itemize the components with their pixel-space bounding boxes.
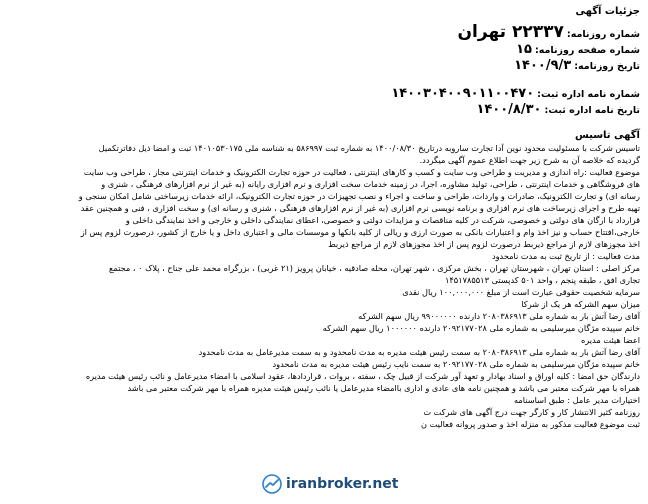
notice-line: روزنامه کثیر الانتشار کار و کارگر جهت درج آگهی های شرکت ت [423, 407, 640, 417]
notice-line: تاسیس شرکت با مسئولیت محدود نوین آدا تجارت ساروبه درتاریخ ۱۴۰۰/۰۸/۳۰ به شماره ثبت ۵۸۶۹۹۷ به شناسه ملی ۱۴۰۱۰۵۳۰۱۷۵ ثبت و امضا ذیل دفاترتکمیل [98, 143, 640, 153]
gazette-number-label: شماره روزنامه: [566, 29, 640, 40]
registry-letter-number-value: ۱۴۰۰۳۰۴۰۰۹۰۱۱۰۰۴۷۰ [391, 86, 535, 101]
gazette-date-label: تاریخ روزنامه: [574, 61, 640, 72]
notice-line: همراه با مهر شرکت معتبر می باشد و همچنین نامه های عادی و اداری باامضاء مدیرعامل یا نائب رئیس هیئت مدیره همراه با مهر شرکت معتبر می باشد [127, 383, 640, 393]
registry-letter-date-row [476, 102, 640, 118]
trend-chart-icon [262, 474, 282, 494]
notice-line: سرمایه شخصیت حقوقی عبارت است از مبلغ ۱۰۰,۰۰۰,۰۰۰ ریال نقدی [402, 287, 640, 297]
notice-line: های فروشگاهی و خدمات اینترنتی ، طراحی، تولید مشاوره، اجرا، در زمینه خدمات سخت افزاری و نرم افزاری رایانه (به غیر از نرم افزارهای فرهنگی ، شنری و [101, 179, 640, 189]
notice-line: خارجی،افتتاح حساب و نیز اخذ وام و اعتبارات بانکی به صورت ارزی و ریالی از کلیه بانکها و موسسات مالی و اعتباری داخل و یا خارج از کشور، درصورت لزوم پس از [80, 227, 640, 237]
page-number-value: ۱۵ [516, 42, 532, 57]
site-watermark[interactable] [254, 472, 406, 496]
notice-line: تجاری افق ، طبقه پنجم ، واحد ۵۰۱ کدپستی ۱۴۵۱۷۸۵۵۱۳ [445, 275, 640, 285]
gazette-number-value: ۲۲۳۳۷ تهران [457, 22, 564, 42]
notice-heading: آگهی تاسیس [574, 130, 640, 141]
notice-line: خانم سپیده مژگان میرسلیمی به شماره ملی ۲۰۹۲۱۷۷۰۲۸ دارنده ۱۰۰۰۰۰۰ ریال سهم الشرکه [322, 323, 640, 333]
notice-line: رسانه ای) و تجارت الکترونیک، صادرات و واردات، طراحی و ساخت و اجراء و نصب تجهیزات در حوزه تجارت الکترونیک، ارائه خدمات زیرساختی شامل امکان سنجی و [78, 191, 640, 201]
notice-line: آقای رضا آتش بار به شماره ملی ۲۰۸۰۳۸۶۹۱۳ به سمت رئیس هیئت مدیره به مدت نامحدود و به سمت مدیرعامل به مدت نامحدود [198, 347, 640, 357]
notice-line: خانم سپیده مژگان میرسلیمی به شماره ملی ۲۰۹۲۱۷۷۰۲۸ به سمت نایب رئیس هیئت مدیره به مدت نامحدود [272, 359, 640, 369]
notice-line: مرکز اصلی : استان تهران ، شهرستان تهران ، بخش مرکزی ، شهر تهران، محله صادقیه ، خیابان پرویز (۲۱ غربی) ، بزرگراه محمد علی جناح ، پلاک ۰ ، مجتمع [108, 263, 640, 273]
notice-line: آقای رضا آتش بار به شماره ملی ۲۰۸۰۳۸۶۹۱۳ دارنده ۹۹۰۰۰۰۰۰ ریال سهم الشرکه [358, 311, 640, 321]
notice-line: اختیارات مدیر عامل : طبق اساسنامه [514, 395, 640, 405]
notice-line: قرارداد با ارگان های دولتی و خصوصی، شرکت در کلیه مناقصات و مزایدات دولتی و خصوصی، اعطای نمایندگی داخلی و خارجی و اخذ نمایندگی داخلی و [125, 215, 640, 225]
gazette-number-row [458, 22, 640, 42]
watermark-text: iranbroker.net [286, 476, 399, 492]
page-number-row [516, 42, 640, 58]
registry-letter-number-label: شماره نامه اداره ثبت: [537, 89, 640, 100]
gazette-date-row [514, 58, 640, 74]
notice-body [8, 142, 640, 504]
notice-line: گردیده که خلاصه آن به شرح زیر جهت اطلاع عموم آگهی میگردد. [419, 155, 640, 165]
notice-line: ثبت موضوع فعالیت مذکور به منزله اخذ و صدور پروانه فعالیت ن [421, 419, 640, 429]
page-title: جزئیات آگهی [575, 6, 640, 17]
gazette-date-value: ۱۴۰۰/۹/۳ [514, 58, 572, 73]
notice-line: میزان سهم الشرکه هر یک از شرکا [521, 299, 640, 309]
page-number-label: شماره صفحه روزنامه: [534, 45, 640, 56]
notice-line: اعضا هیئت مدیره [580, 335, 640, 345]
notice-line: مدت فعالیت : از تاریخ ثبت به مدت نامحدود [491, 251, 640, 261]
notice-line: تهیه طرح و اجرای زیرساخت های نرم افزاری و برنامه نویسی نرم افزاری (به غیر از نرم افزارهای فرهنگی ، شنری و رسانه ای) و سخت افزاری ، فنی و همچنین عقد [80, 203, 640, 213]
registry-letter-date-value: ۱۴۰۰/۸/۳۰ [476, 102, 542, 117]
notice-line: موضوع فعالیت :راه اندازی و مدیریت و طراحی وب سایت و کسب و کارهای اینترنتی ، فعالیت در حوزه تجارت الکترونیک و خدمات اینترنتی مجاز ، طراحی وب سایت [83, 167, 640, 177]
notice-line: دارندگان حق امضا : کلیه اوراق و اسناد بهادار و تعهد آور شرکت از قبیل چک ، سفته ، بروات ، قراردادها، عقود اسلامی با امضاء مدیرعامل و نائب رئیس هیئت مدیره [85, 371, 640, 381]
notice-line: اخذ مجوزهای لازم از مراجع ذیربط درصورت لزوم پس از اخذ مجوزهای لازم از مراجع ذیربط [328, 239, 640, 249]
registry-letter-number-row [391, 86, 640, 102]
registry-letter-date-label: تاریخ نامه اداره ثبت: [544, 105, 640, 116]
